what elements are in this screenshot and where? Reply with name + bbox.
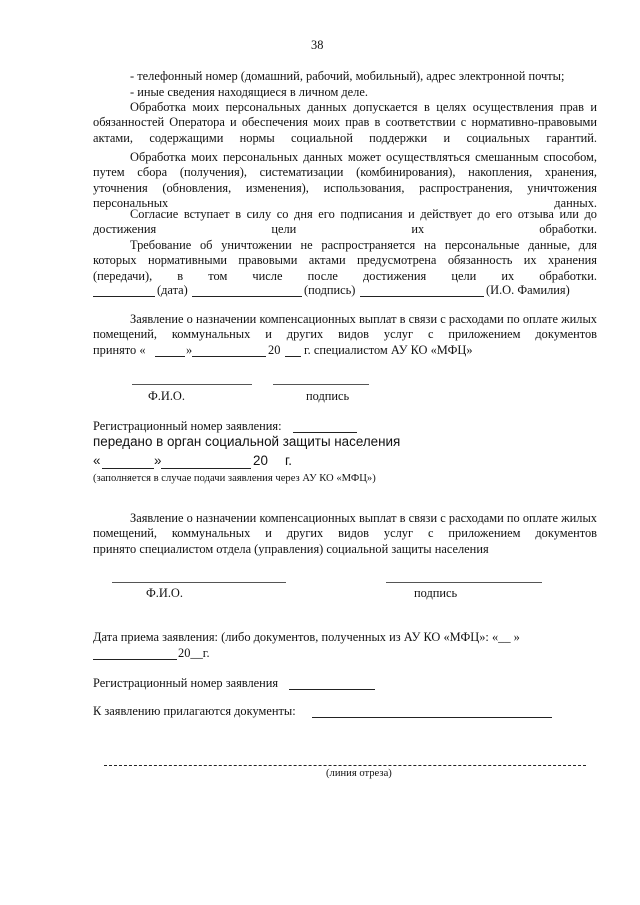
consent-purpose-paragraph: Обработка моих персональных данных допускается в целях осуществления прав и обязанностей Оператора и обеспечения моих прав в соответствии с нормативно-правовыми актами, содержащими нормы социальной поддержки и социальных гарантий. <box>93 100 597 145</box>
consent-date-label: (дата) <box>157 283 188 297</box>
consent-destroy-paragraph: Требование об уничтожении не распространяется на персональные данные, для которых нормативными правовыми актами предусмотрена обязанность их хранения (передачи), в том числе после достижения цели их обработки. <box>93 238 597 283</box>
mfc-accepted-mid: » <box>186 343 193 357</box>
consent-phone-line: - телефонный номер (домашний, рабочий, мобильный), адрес электронной почты; <box>130 69 565 83</box>
date-received-year: 20__г. <box>178 646 210 660</box>
mfc-accepted-day-blank[interactable] <box>155 356 185 357</box>
social-accepted-text: принято специалистом отдела (управления) социальной защиты населения <box>93 542 489 556</box>
footer-reg-number-label: Регистрационный номер заявления <box>93 676 279 690</box>
consent-validity-paragraph: Согласие вступает в силу со дня его подписания и действует до его отзыва или до достижения цели их обработки. <box>93 207 597 237</box>
social-fio-label: Ф.И.О. <box>146 586 183 600</box>
footer-reg-number-blank[interactable] <box>289 689 375 690</box>
mfc-signature-blank[interactable] <box>273 384 369 385</box>
mfc-accepted-prefix: принято « <box>93 343 146 357</box>
mfc-fio-blank[interactable] <box>132 384 252 385</box>
mfc-reg-number-label: Регистрационный номер заявления: <box>93 419 282 433</box>
consent-name-blank[interactable] <box>360 296 484 297</box>
mfc-transfer-year: 20 <box>253 453 268 468</box>
page-number: 38 <box>311 38 324 52</box>
mfc-transfer-mid: » <box>154 453 162 468</box>
social-signature-label: подпись <box>414 586 458 600</box>
consent-other-line: - иные сведения находящиеся в личном деле. <box>130 85 368 99</box>
social-signature-blank[interactable] <box>386 582 542 583</box>
mfc-accepted-year: 20 <box>268 343 281 357</box>
cut-line-label: (линия отреза) <box>326 768 392 779</box>
date-received-text: Дата приема заявления: (либо документов, полученных из АУ КО «МФЦ»: «__ » <box>93 630 520 644</box>
attached-docs-label: К заявлению прилагаются документы: <box>93 704 296 718</box>
mfc-accepted-year-blank[interactable] <box>285 356 301 357</box>
mfc-reg-number-blank[interactable] <box>293 432 357 433</box>
mfc-fio-label: Ф.И.О. <box>148 389 185 403</box>
mfc-accepted-suffix: г. специалистом АУ КО «МФЦ» <box>304 343 473 357</box>
mfc-note: (заполняется в случае подачи заявления через АУ КО «МФЦ») <box>93 473 376 484</box>
mfc-transfer-open: « <box>93 453 101 468</box>
mfc-transfer-g: г. <box>285 453 292 468</box>
consent-name-label: (И.О. Фамилия) <box>486 283 570 297</box>
consent-signature-blank[interactable] <box>192 296 302 297</box>
consent-date-blank[interactable] <box>93 296 155 297</box>
mfc-transferred-text: передано в орган социальной защиты населения <box>93 434 401 449</box>
mfc-accepted-month-blank[interactable] <box>192 356 266 357</box>
consent-method-paragraph: Обработка моих персональных данных может осуществляться смешанным способом, путем сбора (получения), систематизации (комбинирования), накопления, хранения, уточнения (обновления, изменения), использования, распространения, уничтожения персональных данных. <box>93 150 597 210</box>
consent-signature-label: (подпись) <box>304 283 356 297</box>
social-statement: Заявление о назначении компенсационных выплат в связи с расходами по оплате жилых помещений, коммунальных и других видов услуг с приложением документов <box>93 511 597 541</box>
mfc-transfer-month-blank[interactable] <box>161 468 251 469</box>
date-received-blank[interactable] <box>93 659 177 660</box>
mfc-transfer-day-blank[interactable] <box>102 468 154 469</box>
attached-docs-blank[interactable] <box>312 717 552 718</box>
mfc-statement: Заявление о назначении компенсационных выплат в связи с расходами по оплате жилых помещений, коммунальных и других видов услуг с приложением документов <box>93 312 597 342</box>
mfc-signature-label: подпись <box>306 389 350 403</box>
social-fio-blank[interactable] <box>112 582 286 583</box>
